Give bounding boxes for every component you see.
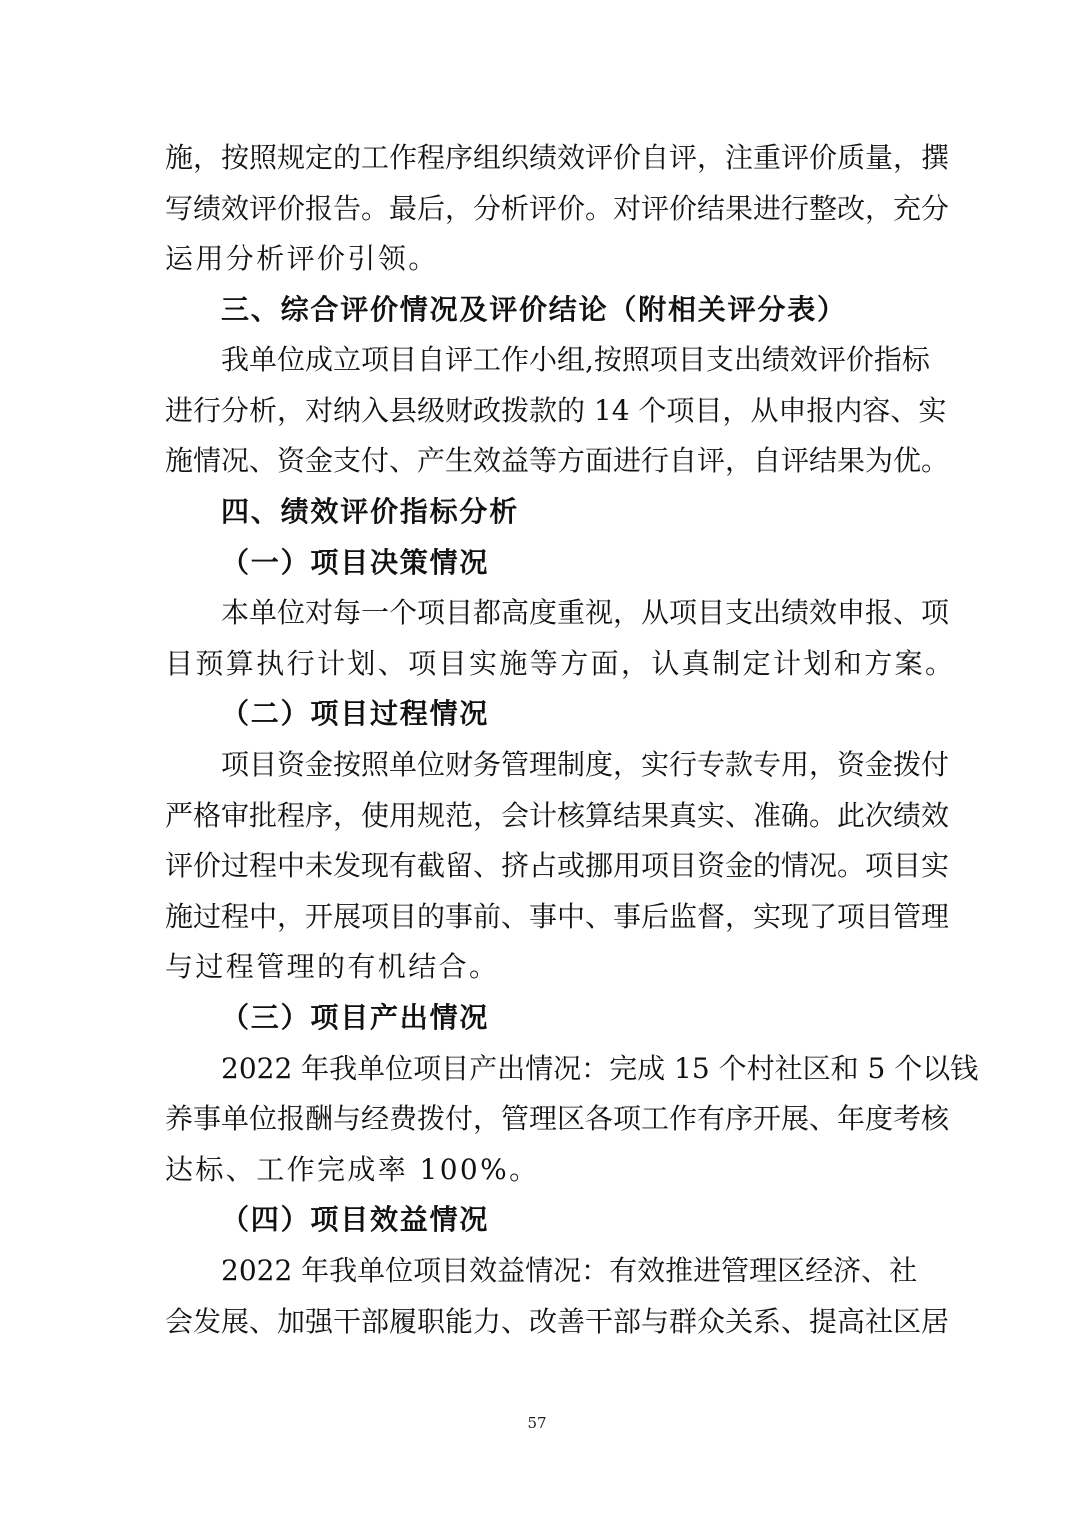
subsection-heading-2: （二）项目过程情况 (221, 697, 490, 730)
text-line: 评价过程中未发现有截留、挤占或挪用项目资金的情况。项目实 (165, 849, 950, 882)
text-line: 2022 年我单位项目效益情况：有效推进管理区经济、社 (221, 1254, 918, 1287)
text-line: 施过程中，开展项目的事前、事中、事后监督，实现了项目管理 (165, 900, 950, 933)
text-line: 写绩效评价报告。最后，分析评价。对评价结果进行整改，充分 (165, 192, 950, 225)
text-line: 我单位成立项目自评工作小组,按照项目支出绩效评价指标 (221, 343, 930, 376)
text-line: 施情况、资金支付、产生效益等方面进行自评，自评结果为优。 (165, 444, 950, 477)
section-heading-4: 四、绩效评价指标分析 (221, 495, 520, 528)
text-line: 养事单位报酬与经费拨付，管理区各项工作有序开展、年度考核 (165, 1102, 950, 1135)
section-heading-3: 三、综合评价情况及评价结论（附相关评分表） (221, 293, 847, 326)
text-line: 严格审批程序，使用规范，会计核算结果真实、准确。此次绩效 (165, 799, 950, 832)
text-line: 会发展、加强干部履职能力、改善干部与群众关系、提高社区居 (165, 1305, 950, 1338)
text-line: 达标、工作完成率 100%。 (165, 1153, 540, 1186)
subsection-heading-3: （三）项目产出情况 (221, 1001, 490, 1034)
subsection-heading-1: （一）项目决策情况 (221, 546, 490, 579)
text-line: 2022 年我单位项目产出情况：完成 15 个村社区和 5 个以钱 (221, 1052, 979, 1085)
text-line: 进行分析，对纳入县级财政拨款的 14 个项目，从申报内容、实 (165, 394, 947, 427)
text-line: 目预算执行计划、项目实施等方面，认真制定计划和方案。 (165, 647, 956, 680)
subsection-heading-4: （四）项目效益情况 (221, 1203, 490, 1236)
text-line: 与过程管理的有机结合。 (165, 950, 500, 983)
text-line: 运用分析评价引领。 (165, 242, 439, 275)
text-line: 项目资金按照单位财务管理制度，实行专款专用，资金拨付 (221, 748, 950, 781)
text-line: 施，按照规定的工作程序组织绩效评价自评，注重评价质量，撰 (165, 141, 950, 174)
text-line: 本单位对每一个项目都高度重视，从项目支出绩效申报、项 (221, 596, 950, 629)
page-number: 57 (527, 1414, 547, 1432)
